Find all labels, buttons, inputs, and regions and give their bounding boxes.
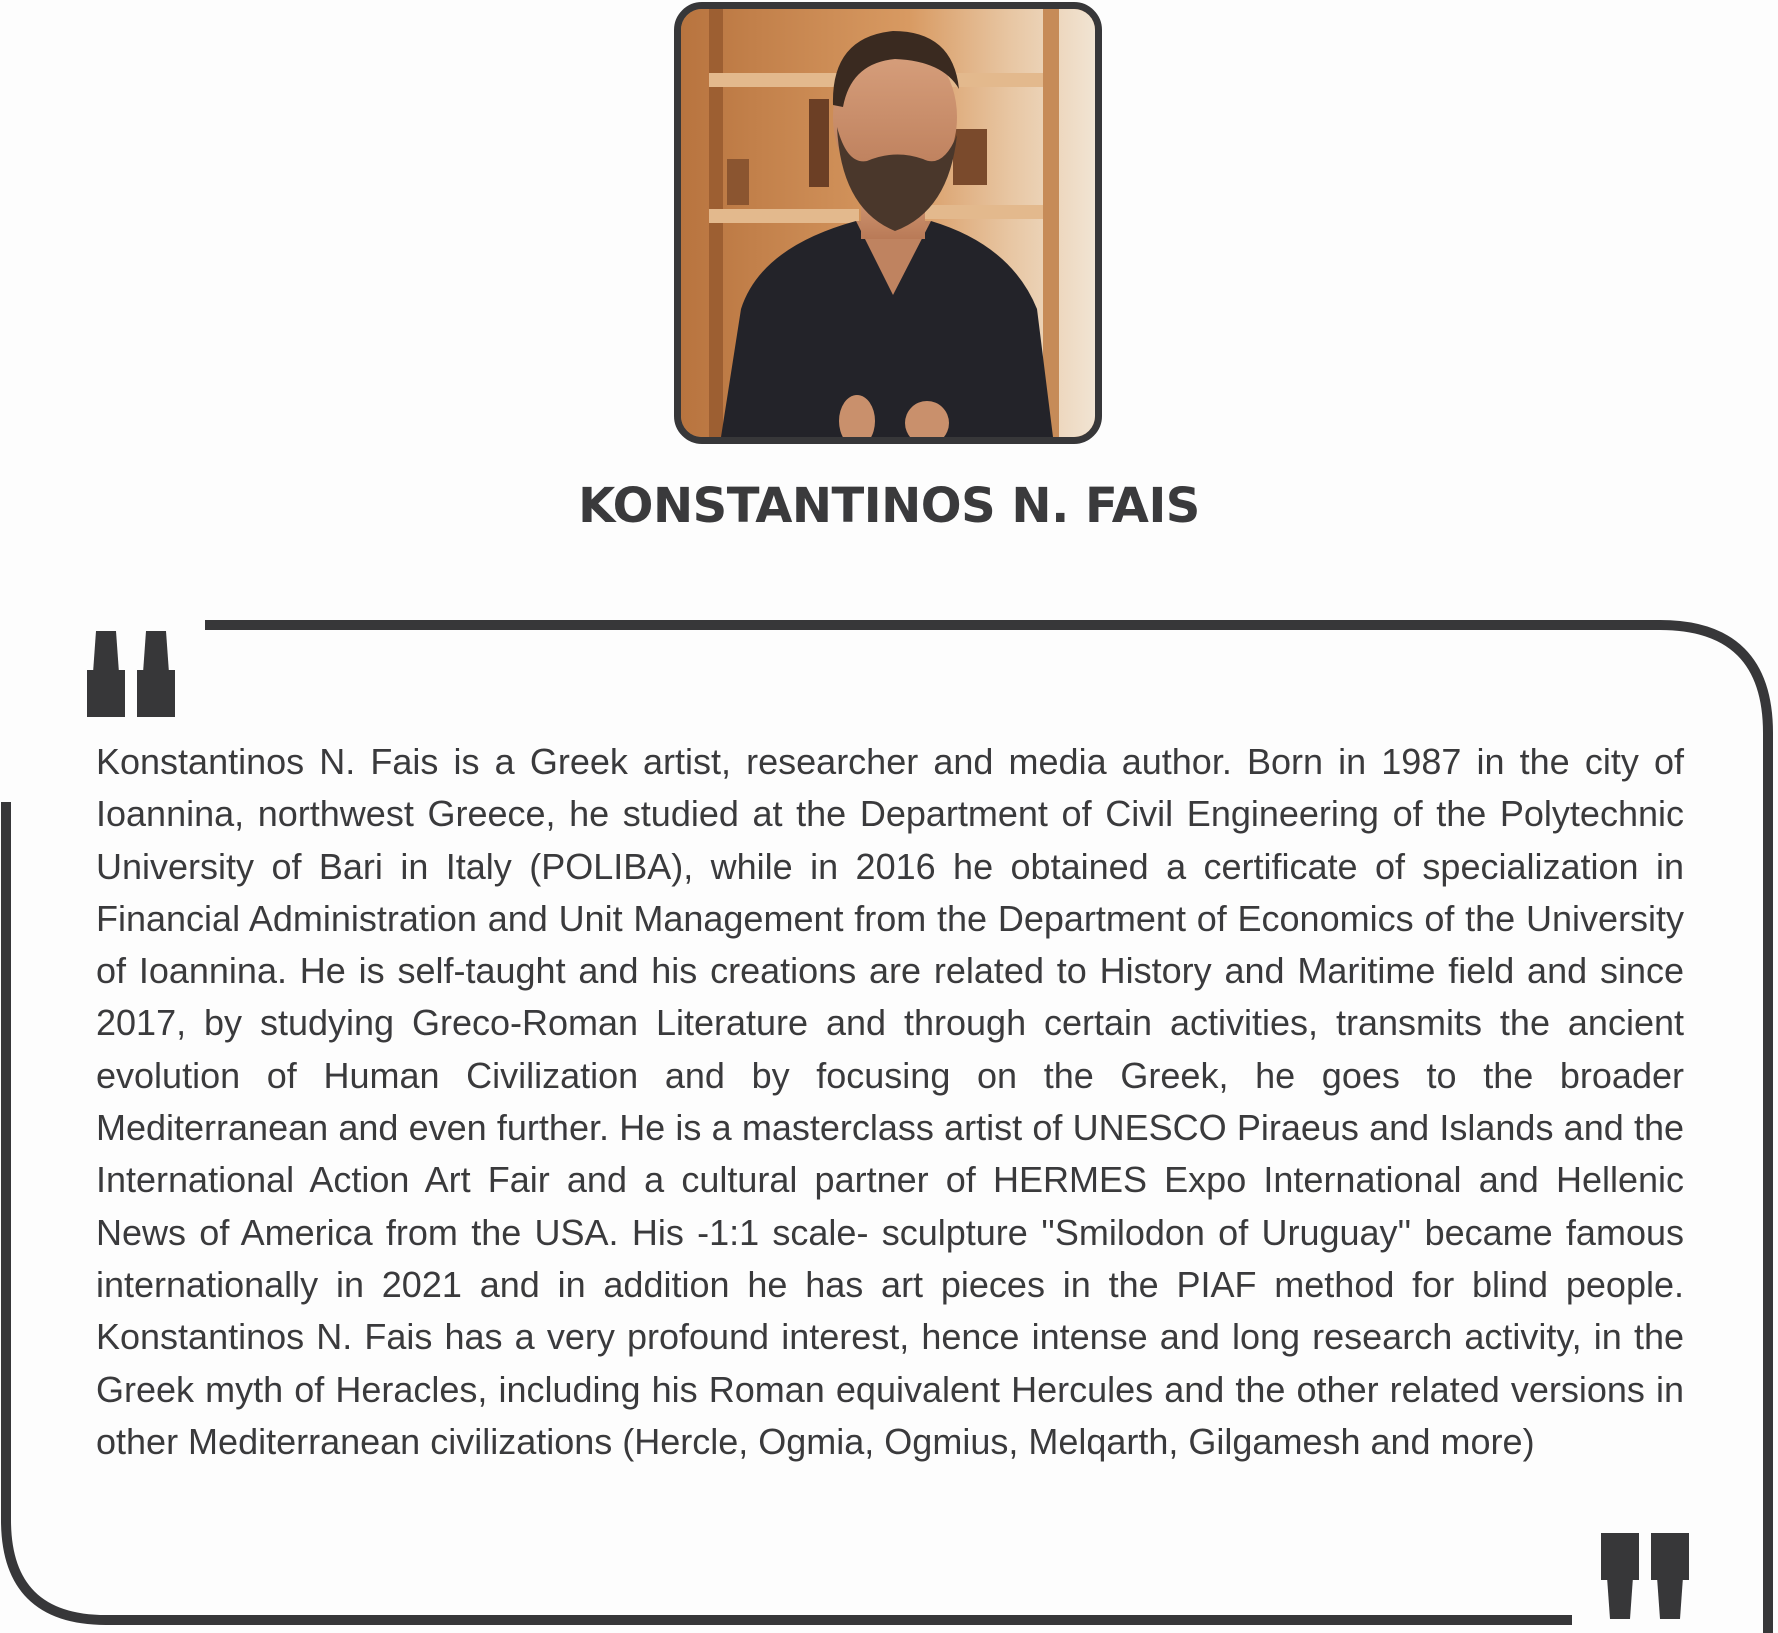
biography-text: Konstantinos N. Fais is a Greek artist, researcher and media author. Born in 1987 in the city of Ioannina, northwest Greece, he studied at the Department of Civil Engineering of the Polytechnic University of Bari in Italy (POLIBA), while in 2016 he obtained a certificate of specialization in Financial Administration and Unit Management from the Department of Economics of the University of Ioannina. He is self-taught and his creations are related to History and Maritime field and since 2017, by studying Greco-Roman Literature and through certain activities, transmits the ancient evolution of Human Civilization and by focusing on the Greek, he goes to the broader Mediterranean and even further. He is a masterclass artist of UNESCO Piraeus and Islands and the International Action Art Fair and a cultural partner of HERMES Expo International and Hellenic News of America from the USA. His -1:1 scale- sculpture ''Smilodon of Uruguay'' became famous internationally in 2021 and in addition he has art pieces in the PIAF method for blind people. Konstantinos N. Fais has a very profound interest, hence intense and long research activity, in the Greek myth of Heracles, including his Roman equivalent Hercules and the other related versions in other Mediterranean civilizations (Hercle, Ogmia, Ogmius, Melqarth, Gilgamesh and more) (96, 741, 1684, 1462)
open-quote-icon (87, 631, 175, 717)
close-quote-icon (1601, 1533, 1689, 1619)
person-name: KONSTANTINOS N. FAIS (578, 478, 1200, 534)
